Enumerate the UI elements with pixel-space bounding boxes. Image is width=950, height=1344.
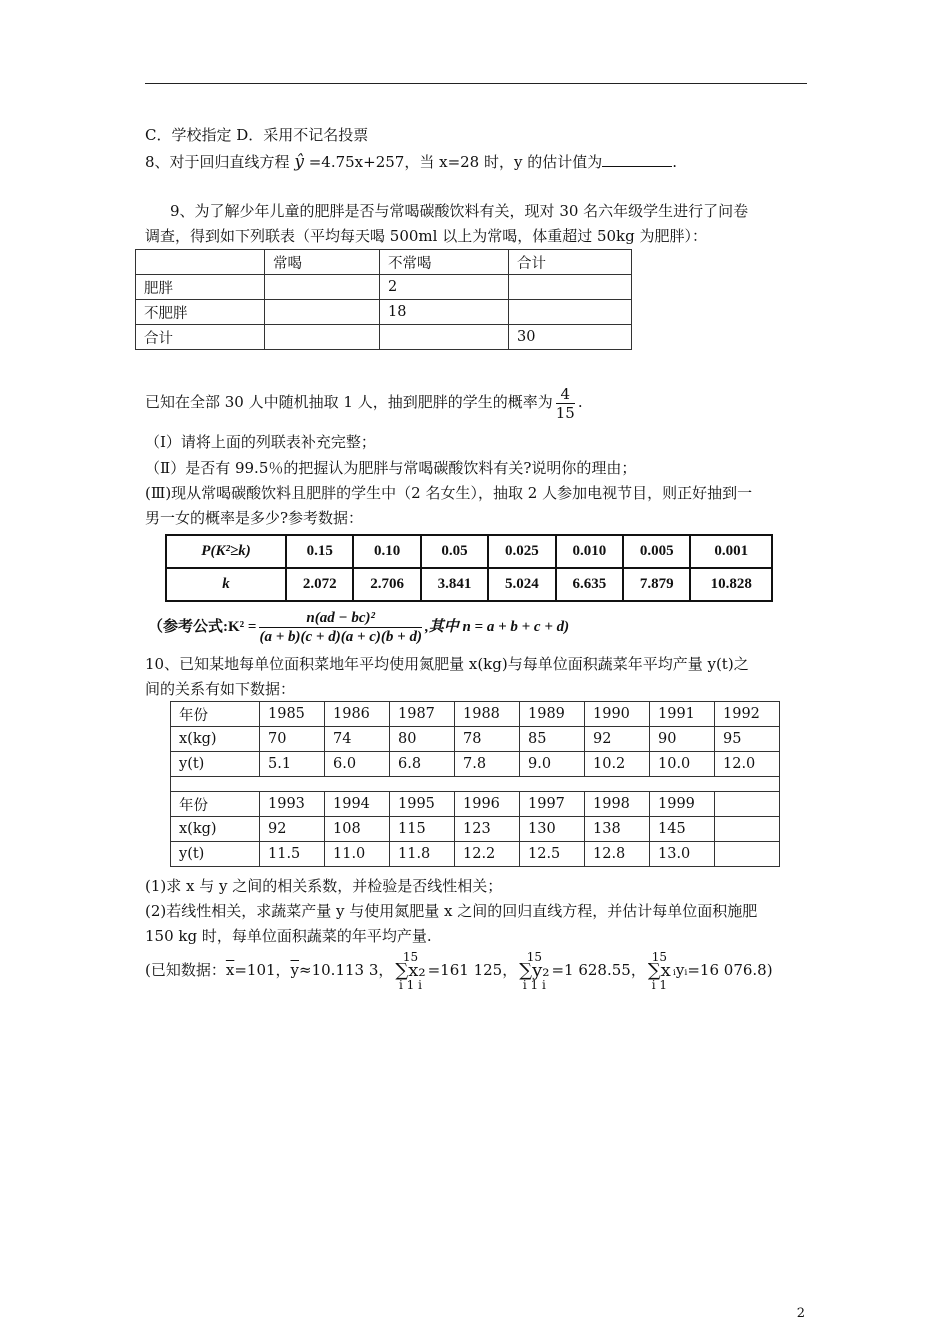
table-cell: 1995 xyxy=(390,792,455,817)
table-cell: 80 xyxy=(390,727,455,752)
sum-xy xyxy=(648,951,671,991)
table-cell: 7.879 xyxy=(623,568,690,601)
table-cell: 0.005 xyxy=(623,535,690,568)
q10-data-table xyxy=(170,701,780,867)
q9-contingency-table xyxy=(135,249,632,350)
table-spacer-row xyxy=(171,777,780,792)
table-cell: 12.0 xyxy=(715,752,780,777)
table-row xyxy=(171,842,780,867)
table-cell: 1988 xyxy=(455,702,520,727)
table-row xyxy=(171,727,780,752)
given-prefix: (已知数据： xyxy=(145,961,226,979)
q10-line1: 10、已知某地每单位面积菜地年平均使用氮肥量 x(kg)与每单位面积蔬菜年平均产量 y(t)之 xyxy=(145,655,749,673)
table-cell: 合计 xyxy=(136,325,265,350)
table-cell: 95 xyxy=(715,727,780,752)
q10-part1: (1)求 x 与 y 之间的相关系数，并检验是否线性相关； xyxy=(145,877,503,895)
sum-symbol: ∑y₂ xyxy=(519,960,550,981)
table-cell: 0.010 xyxy=(556,535,623,568)
q9-part3a: (Ⅲ)现从常喝碳酸饮料且肥胖的学生中（2 名女生），抽取 2 人参加电视节目，则正好抽到一 xyxy=(145,484,753,502)
table-cell xyxy=(715,842,780,867)
table-cell: 年份 xyxy=(171,702,260,727)
table-cell: 92 xyxy=(260,817,325,842)
table-cell: 1996 xyxy=(455,792,520,817)
q7-options: C．学校指定 D．采用不记名投票 xyxy=(145,126,369,144)
table-cell: 145 xyxy=(650,817,715,842)
table-row xyxy=(171,702,780,727)
page-number: 2 xyxy=(796,1306,805,1321)
table-cell: 常喝 xyxy=(265,250,380,275)
formula-prefix: （参考公式:K² = xyxy=(148,619,257,635)
sum-upper: 15 xyxy=(526,950,542,964)
q9-line2: 调查，得到如下列联表（平均每天喝 500ml 以上为常喝，体重超过 50kg 为肥胖）： xyxy=(145,227,708,245)
q10-part2b: 150 kg 时，每单位面积蔬菜的年平均产量. xyxy=(145,927,432,945)
q9-part1: （Ⅰ）请将上面的列联表补充完整； xyxy=(145,433,376,451)
table-cell: 0.10 xyxy=(353,535,420,568)
table-cell: 10.828 xyxy=(690,568,772,601)
q8-eq: =4.75x+257，当 x=28 时，y 的估计值为 xyxy=(308,153,603,171)
table-cell: 11.0 xyxy=(325,842,390,867)
y-bar-value: ≈10.113 3， xyxy=(299,961,394,979)
table-cell: k xyxy=(166,568,286,601)
table-cell: 1997 xyxy=(520,792,585,817)
table-cell: y(t) xyxy=(171,842,260,867)
table-cell: 2.072 xyxy=(286,568,353,601)
table-cell: 108 xyxy=(325,817,390,842)
table-cell: 1990 xyxy=(585,702,650,727)
table-cell: 6.8 xyxy=(390,752,455,777)
table-cell: 90 xyxy=(650,727,715,752)
table-cell: 1987 xyxy=(390,702,455,727)
table-cell: 10.0 xyxy=(650,752,715,777)
table-cell: 123 xyxy=(455,817,520,842)
fraction-numerator: n(ad − bc)² xyxy=(259,609,421,628)
fraction-numerator: 4 xyxy=(556,385,575,404)
q8-answer-blank[interactable] xyxy=(602,152,672,167)
table-cell: 不肥胖 xyxy=(136,300,265,325)
q9-part3b: 男一女的概率是多少?参考数据： xyxy=(145,509,364,527)
sum-y-squared xyxy=(519,951,549,991)
table-cell: 92 xyxy=(585,727,650,752)
sum-xy-value: ᵢyᵢ=16 076.8) xyxy=(672,961,773,979)
table-cell: 13.0 xyxy=(650,842,715,867)
table-cell xyxy=(715,792,780,817)
table-cell: 11.8 xyxy=(390,842,455,867)
table-cell: 115 xyxy=(390,817,455,842)
table-cell: 5.1 xyxy=(260,752,325,777)
table-cell xyxy=(265,325,380,350)
q10-part2a: (2)若线性相关，求蔬菜产量 y 与使用氮肥量 x 之间的回归直线方程，并估计每单位面积施肥 xyxy=(145,902,758,920)
table-cell: 12.2 xyxy=(455,842,520,867)
table-cell: 10.2 xyxy=(585,752,650,777)
sum-lower: i 1 i xyxy=(399,978,422,992)
table-cell xyxy=(265,275,380,300)
table-cell: 6.0 xyxy=(325,752,390,777)
table-cell: P(K²≥k) xyxy=(166,535,286,568)
fraction-denominator: 15 xyxy=(555,403,575,422)
q9-prob-fraction xyxy=(556,385,575,422)
sum-y-squared-value: =1 628.55， xyxy=(551,961,646,979)
q9-line1: 9、为了解少年儿童的肥胖是否与常喝碳酸饮料有关，现对 30 名六年级学生进行了问卷 xyxy=(170,202,749,220)
sum-upper: 15 xyxy=(651,950,667,964)
sum-symbol: ∑x₂ xyxy=(395,960,426,981)
table-row xyxy=(136,325,632,350)
table-cell: 74 xyxy=(325,727,390,752)
table-cell xyxy=(509,300,632,325)
table-cell: 1999 xyxy=(650,792,715,817)
table-cell xyxy=(715,817,780,842)
table-cell: 30 xyxy=(509,325,632,350)
table-row xyxy=(171,817,780,842)
sum-x-squared xyxy=(395,951,425,991)
table-row xyxy=(136,250,632,275)
table-cell: 合计 xyxy=(509,250,632,275)
header-rule xyxy=(145,83,807,84)
table-cell: 12.8 xyxy=(585,842,650,867)
sum-lower: i 1 i xyxy=(522,978,546,992)
q8-line xyxy=(145,152,677,172)
table-spacer xyxy=(171,777,780,792)
table-row xyxy=(171,752,780,777)
sum-symbol: ∑x xyxy=(647,960,671,981)
table-row xyxy=(166,535,772,568)
table-cell: 1992 xyxy=(715,702,780,727)
table-cell: 138 xyxy=(585,817,650,842)
q9-part2: （Ⅱ）是否有 99.5％的把握认为肥胖与常喝碳酸饮料有关?说明你的理由； xyxy=(145,459,637,477)
formula-suffix: ,其中 n = a + b + c + d) xyxy=(424,619,570,635)
x-bar: $\overline{x}$ xyxy=(225,961,235,979)
y-bar: $\overline{y}$ xyxy=(290,961,300,979)
table-row xyxy=(136,300,632,325)
table-cell: 0.15 xyxy=(286,535,353,568)
k2-formula xyxy=(148,607,569,647)
table-cell xyxy=(136,250,265,275)
table-cell: 3.841 xyxy=(421,568,488,601)
table-cell: 11.5 xyxy=(260,842,325,867)
table-cell: 2 xyxy=(380,275,509,300)
table-cell: x(kg) xyxy=(171,727,260,752)
x-bar-value: =101， xyxy=(234,961,291,979)
table-cell: 1986 xyxy=(325,702,390,727)
table-cell: 1989 xyxy=(520,702,585,727)
table-cell: 0.025 xyxy=(488,535,555,568)
table-cell: 9.0 xyxy=(520,752,585,777)
table-row xyxy=(136,275,632,300)
table-row xyxy=(171,792,780,817)
table-cell: 18 xyxy=(380,300,509,325)
table-cell: 78 xyxy=(455,727,520,752)
table-cell: 85 xyxy=(520,727,585,752)
table-cell: 1993 xyxy=(260,792,325,817)
table-cell: y(t) xyxy=(171,752,260,777)
table-cell: 7.8 xyxy=(455,752,520,777)
q8-end: . xyxy=(672,153,678,171)
table-cell: 1991 xyxy=(650,702,715,727)
table-cell xyxy=(265,300,380,325)
table-cell: 6.635 xyxy=(556,568,623,601)
table-cell: 12.5 xyxy=(520,842,585,867)
table-cell xyxy=(509,275,632,300)
q10-line2: 间的关系有如下数据： xyxy=(145,680,296,698)
table-cell: 1985 xyxy=(260,702,325,727)
q10-given-data xyxy=(145,948,773,992)
table-cell: 2.706 xyxy=(353,568,420,601)
table-cell: 0.001 xyxy=(690,535,772,568)
sum-x-squared-value: =161 125， xyxy=(427,961,518,979)
table-cell: 1994 xyxy=(325,792,390,817)
table-cell: 5.024 xyxy=(488,568,555,601)
table-row xyxy=(166,568,772,601)
sum-upper: 15 xyxy=(402,950,419,964)
table-cell: 130 xyxy=(520,817,585,842)
table-cell: 0.05 xyxy=(421,535,488,568)
table-cell: 1998 xyxy=(585,792,650,817)
table-cell: 不常喝 xyxy=(380,250,509,275)
q9-prob-text: 已知在全部 30 人中随机抽取 1 人，抽到肥胖的学生的概率为 xyxy=(145,393,553,411)
q9-probability xyxy=(145,380,583,424)
q9-prob-end: . xyxy=(577,393,583,411)
table-cell: 70 xyxy=(260,727,325,752)
table-cell: x(kg) xyxy=(171,817,260,842)
formula-fraction xyxy=(259,609,421,646)
q8-yhat: ŷ xyxy=(294,152,304,172)
fraction-denominator: (a + b)(c + d)(a + c)(b + d) xyxy=(259,629,422,646)
k-critical-value-table xyxy=(165,534,773,602)
q8-prefix: 8、对于回归直线方程 xyxy=(145,153,290,171)
table-cell: 年份 xyxy=(171,792,260,817)
table-cell: 肥胖 xyxy=(136,275,265,300)
table-cell xyxy=(380,325,509,350)
sum-lower: i 1 xyxy=(651,978,667,992)
